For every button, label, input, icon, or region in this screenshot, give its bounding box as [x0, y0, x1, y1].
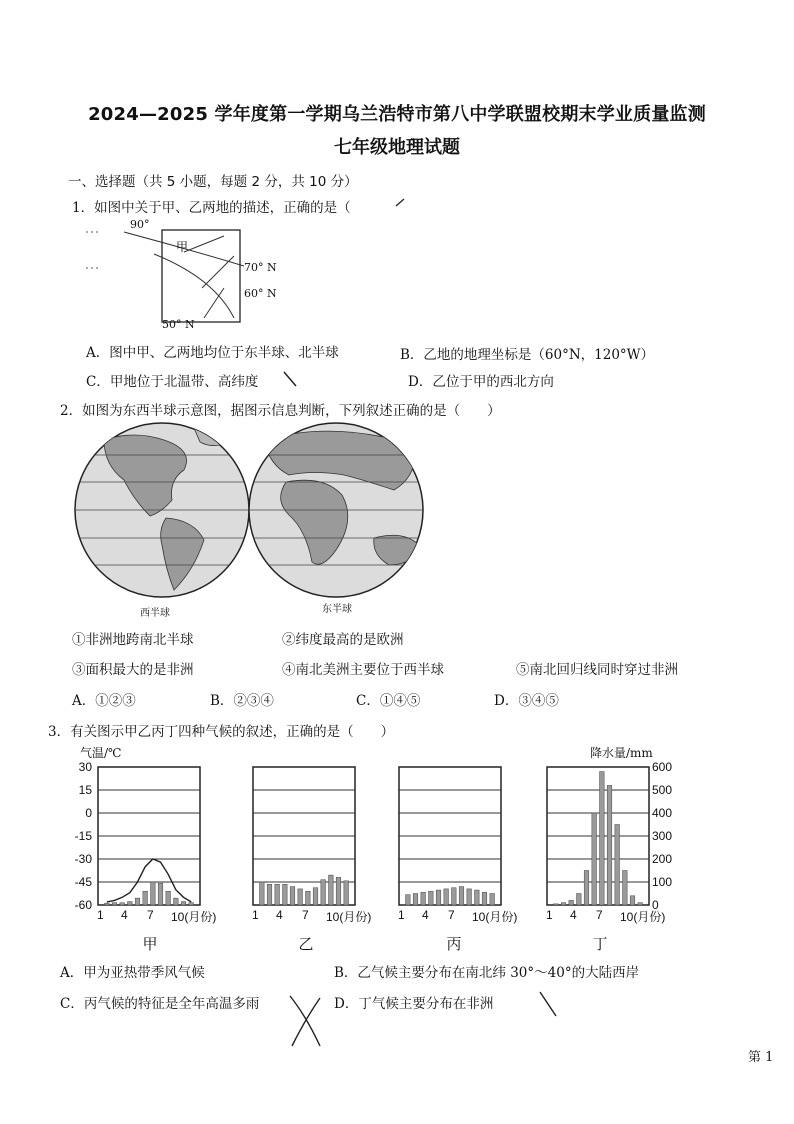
q1-line-b [202, 256, 234, 288]
chart-name-yi: 乙 [298, 935, 314, 953]
q2-statement-1: ①非洲地跨南北半球 [72, 632, 194, 648]
x-tick: 7 [147, 908, 154, 922]
exam-title: 2024—2025 学年度第一学期乌兰浩特市第八中学联盟校期末学业质量监测 [88, 104, 706, 125]
q2-statement-3: ③面积最大的是非洲 [72, 662, 194, 678]
eastern-hemisphere [248, 423, 424, 597]
precip-tick-0: 600 [652, 760, 673, 774]
pen-mark-0 [392, 196, 412, 210]
precip-bar [623, 871, 628, 906]
chart-name-ding: 丁 [592, 935, 608, 953]
precip-ticks [652, 760, 686, 910]
q1-lat50-label: 50° N [162, 318, 195, 331]
q3-option-a: A．甲为亚热带季风气候 [60, 965, 205, 981]
section-heading: 一、选择题（共 5 小题，每题 2 分，共 10 分） [68, 174, 358, 190]
precip-bar [275, 884, 280, 905]
precip-bar [128, 902, 133, 905]
q1-meridian [154, 254, 234, 318]
x-ticks-jia [97, 908, 217, 924]
precip-bar [630, 896, 635, 905]
temp-tick-1: 15 [78, 783, 92, 797]
precip-bar [467, 889, 472, 905]
precip-axis-label: 降水量/mm [590, 746, 653, 760]
temp-ticks [62, 760, 94, 910]
q2-option-b: B．②③④ [210, 693, 274, 709]
x-tick: 7 [302, 908, 309, 922]
precip-bar [283, 884, 288, 905]
x-ticks-bing [398, 908, 518, 924]
temp-tick-4: -30 [74, 852, 92, 866]
precip-bar [561, 903, 566, 905]
temp-tick-6: -60 [74, 898, 92, 912]
precip-bar [592, 813, 597, 905]
precip-bar [429, 891, 434, 905]
q2-option-d: D．③④⑤ [494, 693, 559, 709]
western-hemisphere [74, 423, 254, 597]
precip-bar [306, 891, 311, 905]
page-number: 第 1 [748, 1050, 774, 1065]
precip-bar [329, 875, 334, 905]
exam-subtitle: 七年级地理试题 [334, 137, 460, 158]
precip-bar [290, 887, 295, 905]
q2-option-a: A．①②③ [72, 693, 136, 709]
precip-bar [421, 892, 426, 905]
precip-bar [151, 882, 156, 905]
precip-bar [452, 888, 457, 905]
x-tick: 4 [422, 908, 429, 922]
x-tick: 1 [398, 908, 405, 922]
q2-statement-2: ②纬度最高的是欧洲 [282, 632, 404, 648]
precip-bar [554, 904, 559, 905]
precip-bar [406, 895, 411, 905]
q3-option-c: C．丙气候的特征是全年高温多雨 [60, 996, 260, 1012]
x-tick: 4 [276, 908, 283, 922]
x-tick: 4 [570, 908, 577, 922]
x-tick: 7 [596, 908, 603, 922]
q3-option-d: D．丁气候主要分布在非洲 [334, 996, 494, 1012]
precip-bar [260, 882, 265, 905]
climate-chart-yi [252, 766, 356, 906]
pen-mark-2 [534, 988, 564, 1022]
climate-chart-ding [546, 766, 650, 906]
q1-stem: 1．如图中关于甲、乙两地的描述，正确的是（ [72, 200, 351, 216]
precip-bar [475, 890, 480, 905]
q1-lat70-label: 70° N [244, 261, 277, 274]
precip-bar [584, 871, 589, 906]
q1-line-a [184, 236, 224, 252]
precip-tick-3: 300 [652, 829, 673, 843]
precip-bar [158, 883, 163, 905]
precip-bar [135, 898, 140, 905]
precip-bar [105, 903, 110, 905]
precip-bar [120, 903, 125, 905]
temp-tick-3: -15 [74, 829, 92, 843]
q2-option-c: C．①④⑤ [356, 693, 421, 709]
x-tick: 1 [97, 908, 104, 922]
precip-bar [638, 903, 643, 905]
precip-bar [600, 772, 605, 905]
precip-bar [569, 900, 574, 905]
q2-statement-4: ④南北美洲主要位于西半球 [282, 662, 444, 678]
precip-tick-1: 500 [652, 783, 673, 797]
precip-tick-5: 100 [652, 875, 673, 889]
precip-bar [436, 890, 441, 905]
precip-tick-4: 200 [652, 852, 673, 866]
x-ticks-yi [252, 908, 372, 924]
x-tick: 10(月份) [620, 910, 666, 924]
x-tick: 1 [546, 908, 553, 922]
x-ticks-ding [546, 908, 666, 924]
pen-mark-1 [280, 368, 310, 390]
chart-name-bing: 丙 [446, 935, 462, 953]
east-caption: 东半球 [322, 604, 352, 615]
q1-lat60-label: 60° N [244, 287, 277, 300]
x-tick: 7 [448, 908, 455, 922]
x-tick: 4 [121, 908, 128, 922]
temp-tick-5: -45 [74, 875, 92, 889]
precip-bar [313, 888, 318, 905]
precip-bar [413, 894, 418, 906]
precip-bar [321, 880, 326, 905]
temp-tick-0: 30 [78, 760, 92, 774]
q1-line-c [204, 288, 224, 318]
precip-bar [189, 903, 194, 905]
precip-bar [490, 894, 495, 906]
precip-bar [344, 881, 349, 905]
q1-jia-label: 甲 [176, 240, 189, 254]
precip-bar [181, 902, 186, 905]
x-tick: 10(月份) [472, 910, 518, 924]
q2-stem: 2．如图为东西半球示意图，据图示信息判断，下列叙述正确的是（ ） [60, 403, 501, 419]
x-tick: 10(月份) [171, 910, 217, 924]
q1-lon-label: 90° [130, 218, 150, 231]
precip-bar [615, 825, 620, 906]
precip-bar [577, 894, 582, 906]
q1-option-c: C．甲地位于北温带、高纬度 [86, 374, 259, 390]
precip-bar [174, 898, 179, 905]
q1-option-a: A．图中甲、乙两地均位于东半球、北半球 [86, 345, 339, 361]
q3-option-b: B．乙气候主要分布在南北纬 30°～40°的大陆西岸 [334, 965, 640, 981]
q2-statement-5: ⑤南北回归线同时穿过非洲 [516, 662, 678, 678]
x-tick: 1 [252, 908, 259, 922]
precip-bar [336, 877, 341, 905]
precip-bar [444, 889, 449, 905]
temp-tick-2: 0 [85, 806, 92, 820]
q1-option-d: D．乙位于甲的西北方向 [408, 374, 554, 390]
precip-bar [112, 903, 117, 905]
hemispheres-map [74, 420, 434, 600]
x-tick: 10(月份) [326, 910, 372, 924]
chart-name-jia: 甲 [142, 935, 158, 953]
precip-bar [607, 785, 612, 905]
precip-bar [143, 891, 148, 905]
pen-mark-x [284, 990, 328, 1052]
climate-chart-jia [97, 766, 201, 906]
precip-bar [166, 891, 171, 905]
west-caption: 西半球 [140, 608, 170, 619]
precip-bar [482, 892, 487, 905]
temp-axis-label: 气温/℃ [80, 746, 122, 760]
q1-option-b: B．乙地的地理坐标是（60°N，120°W） [400, 347, 655, 363]
precip-bar [459, 887, 464, 905]
precip-bar [298, 889, 303, 905]
q3-stem: 3．有关图示甲乙丙丁四种气候的叙述，正确的是（ ） [48, 724, 395, 740]
precip-bar [267, 884, 272, 905]
climate-chart-bing [398, 766, 502, 906]
precip-tick-2: 400 [652, 806, 673, 820]
precip-tick-6: 0 [652, 898, 659, 912]
